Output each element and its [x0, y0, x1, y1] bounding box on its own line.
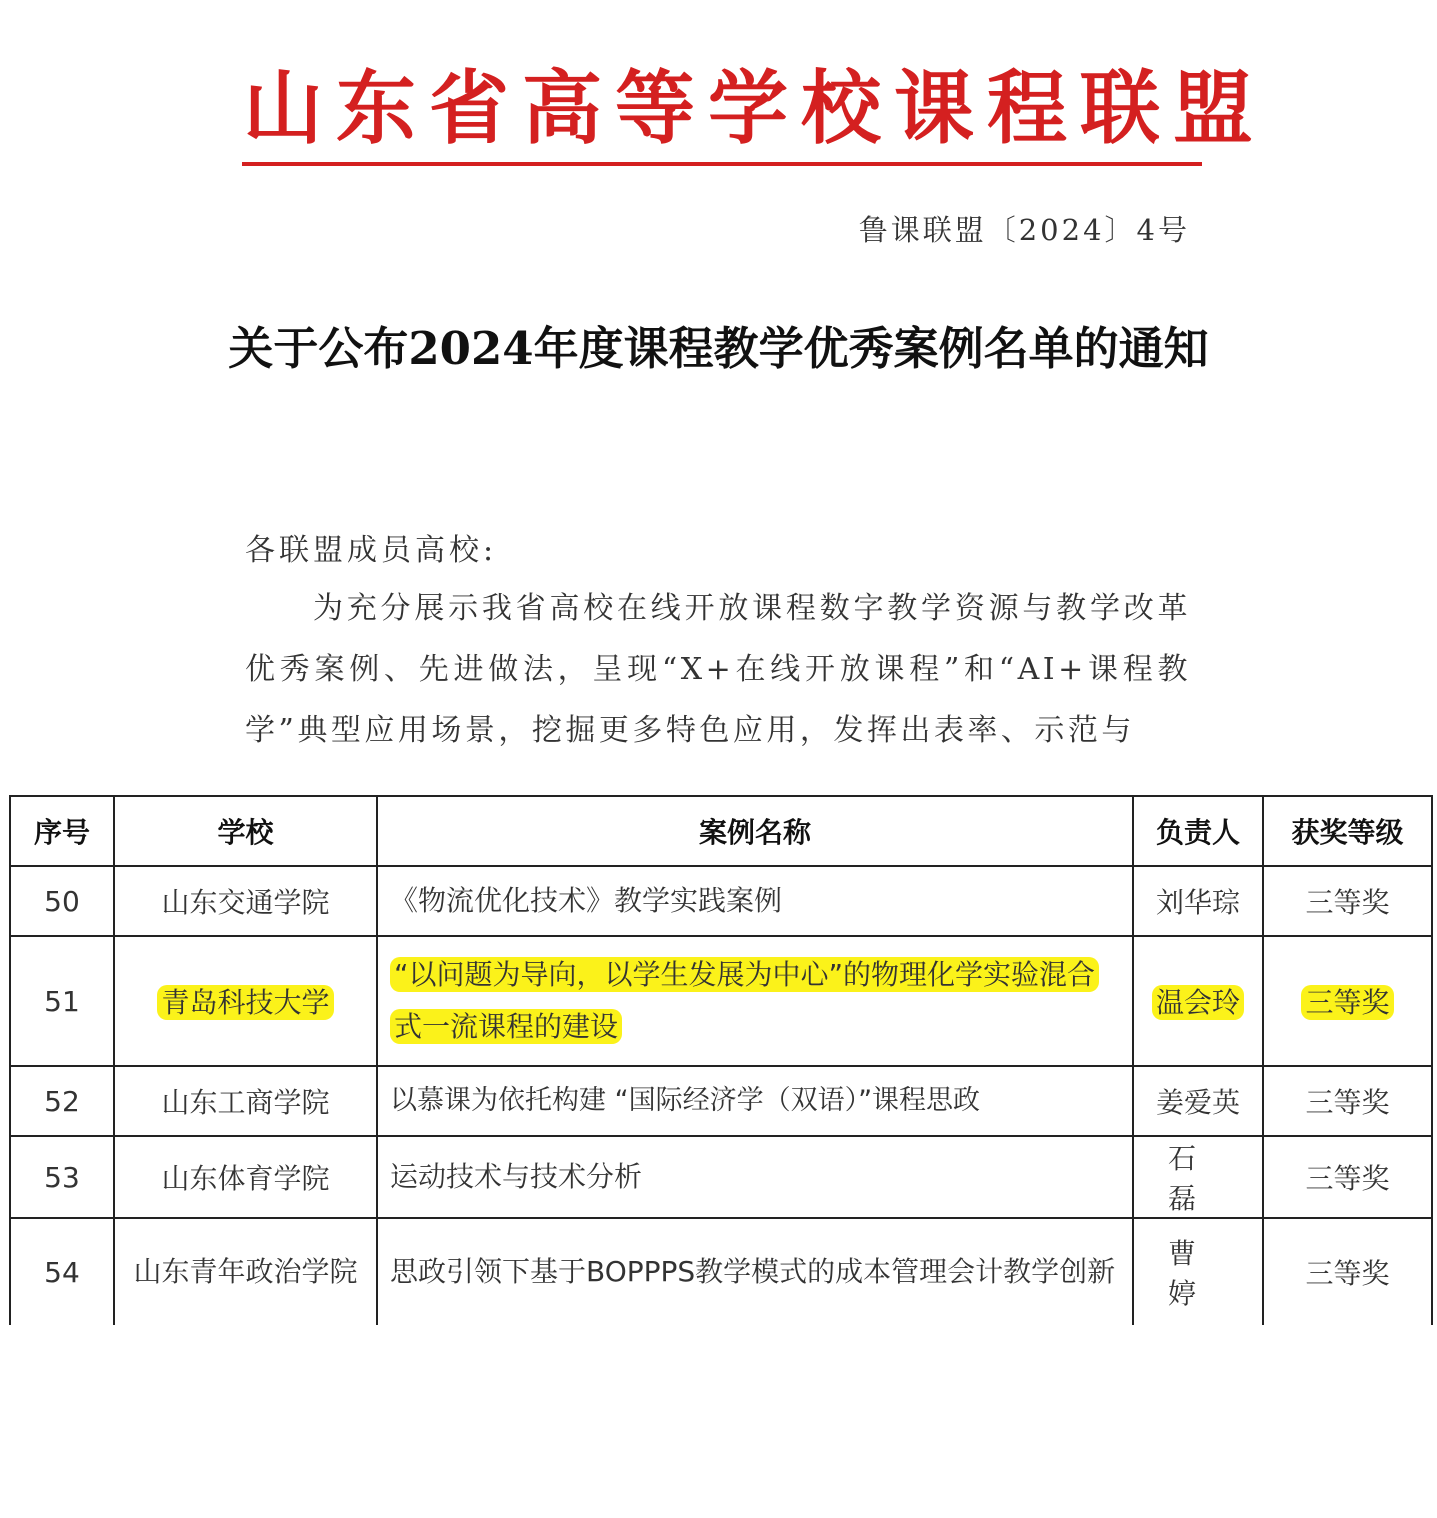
- row-leader-highlighted: 温会玲: [1152, 985, 1244, 1020]
- table-row: [10, 866, 1432, 936]
- award-table: [9, 795, 1433, 1325]
- table-row: [10, 1218, 1432, 1325]
- row-leader-name: 石磊: [1167, 1142, 1228, 1215]
- row-leader: 刘华琮: [1133, 866, 1263, 936]
- header-leader: 负责人: [1133, 796, 1263, 866]
- row-school-cell: [114, 936, 377, 1066]
- row-award: 三等奖: [1263, 1136, 1432, 1218]
- row-number: 54: [10, 1218, 114, 1325]
- row-case-name-cell: [377, 936, 1133, 1066]
- row-leader: [1133, 1218, 1263, 1325]
- row-number: 50: [10, 866, 114, 936]
- table-header-row: [10, 796, 1432, 866]
- row-case-name: 运动技术与技术分析: [377, 1136, 1133, 1218]
- row-leader: 姜爱英: [1133, 1066, 1263, 1136]
- body-paragraph: 为充分展示我省高校在线开放课程数字教学资源与教学改革优秀案例、先进做法，呈现“X+在线开放课程”和“AI+课程教学”典型应用场景，挖掘更多特色应用，发挥出表率、示范与: [245, 591, 1191, 748]
- table-row-highlighted: [10, 936, 1432, 1066]
- row-school-highlighted: 青岛科技大学: [157, 985, 333, 1020]
- row-leader-cell: [1133, 936, 1263, 1066]
- header-case-name: 案例名称: [377, 796, 1133, 866]
- row-leader-name: 曹婷: [1167, 1237, 1228, 1310]
- document-number: 鲁课联盟〔2024〕4号: [858, 213, 1190, 247]
- row-award-highlighted: 三等奖: [1301, 985, 1393, 1020]
- row-number: 53: [10, 1136, 114, 1218]
- row-case-name: 思政引领下基于BOPPPS教学模式的成本管理会计教学创新: [377, 1218, 1133, 1325]
- table-row: [10, 1136, 1432, 1218]
- header-school: 学校: [114, 796, 377, 866]
- red-header-rule: [242, 162, 1202, 166]
- row-school: 山东青年政治学院: [114, 1218, 377, 1325]
- row-case-name: 《物流优化技术》教学实践案例: [377, 866, 1133, 936]
- header-number: 序号: [10, 796, 114, 866]
- row-case-name: 以慕课为依托构建 “国际经济学（双语）”课程思政: [377, 1066, 1133, 1136]
- row-number: 51: [10, 936, 114, 1066]
- document-title: 关于公布2024年度课程教学优秀案例名单的通知: [228, 322, 1209, 375]
- row-award-cell: [1263, 936, 1432, 1066]
- row-number: 52: [10, 1066, 114, 1136]
- issuer-masthead: 山东省高等学校课程联盟: [243, 61, 1266, 155]
- row-case-name-highlighted: “以问题为导向，以学生发展为中心”的物理化学实验混合式一流课程的建设: [390, 957, 1099, 1044]
- table-row: [10, 1066, 1432, 1136]
- row-award: 三等奖: [1263, 1066, 1432, 1136]
- row-school: 山东体育学院: [114, 1136, 377, 1218]
- row-award: 三等奖: [1263, 866, 1432, 936]
- row-school: 山东交通学院: [114, 866, 377, 936]
- header-award-level: 获奖等级: [1263, 796, 1432, 866]
- row-award: 三等奖: [1263, 1218, 1432, 1325]
- row-school: 山东工商学院: [114, 1066, 377, 1136]
- row-leader: [1133, 1136, 1263, 1218]
- salutation: 各联盟成员高校:: [245, 533, 498, 568]
